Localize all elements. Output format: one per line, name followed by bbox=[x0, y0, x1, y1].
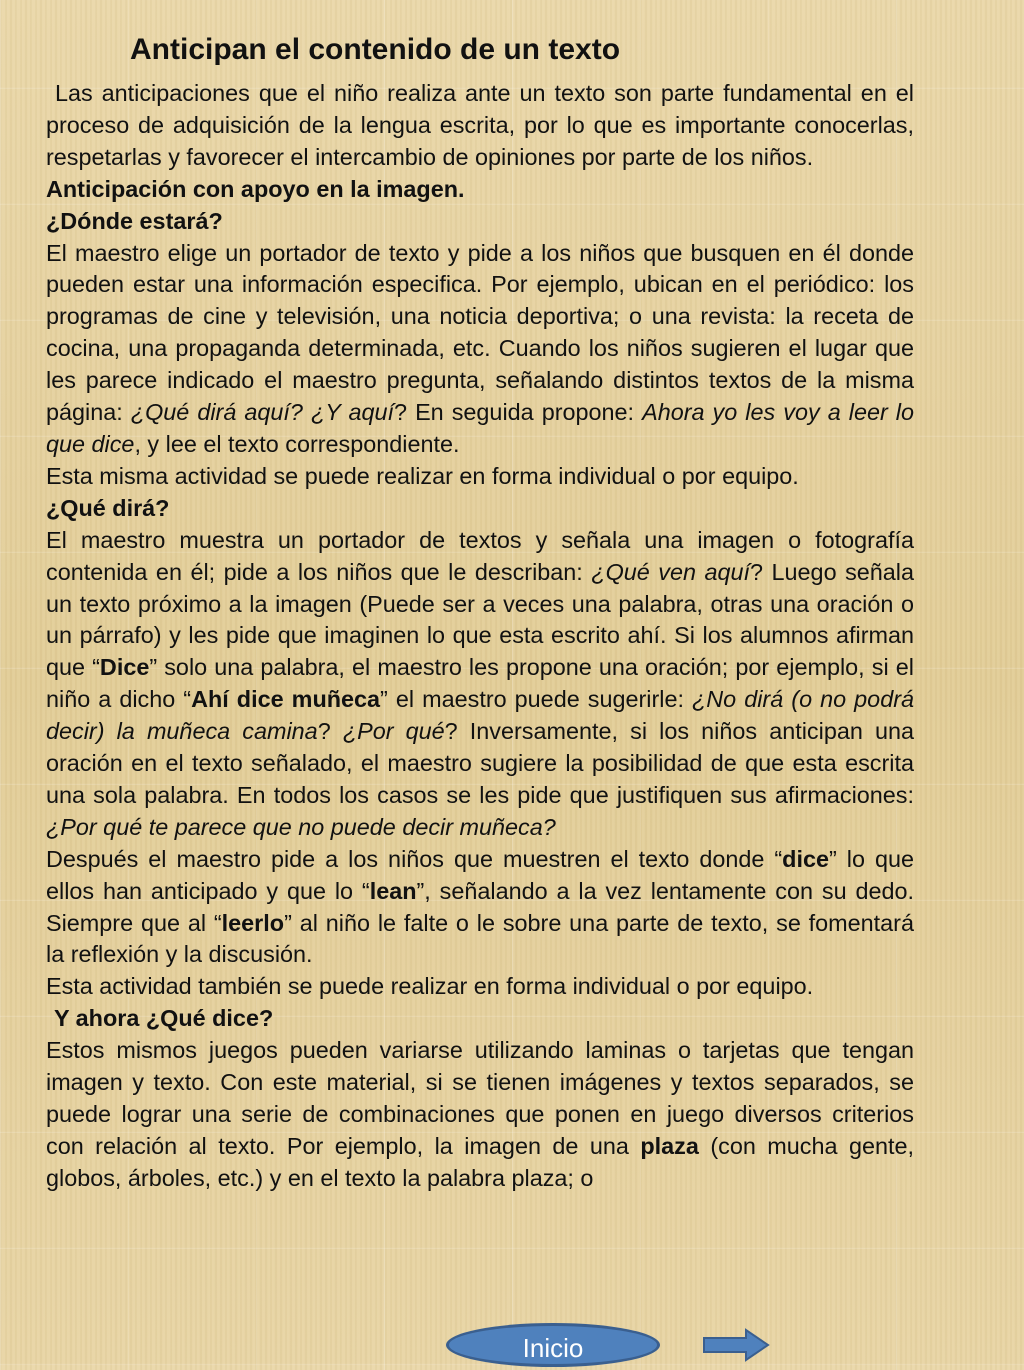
italic-text: ¿No dirá (o no podrá decir) la muñeca camina bbox=[46, 686, 915, 745]
bold-text: dice bbox=[782, 845, 829, 872]
bold-text: leerlo bbox=[221, 909, 285, 936]
paragraph bbox=[46, 1035, 914, 1195]
text-run: ? bbox=[317, 718, 343, 745]
text-run: El maestro elige un portador de texto y pide a los niños que busquen en él donde pueden estar una información especifica. Por ejemplo, ubican en el periódico: los programas de cine y televisión, una noticia deportiva; o una revista: la receta de cocina, una propaganda determinada, etc. Cuando los niños sugieren el lugar que les parece indicado el maestro pregunta, señalando distintos textos de la misma página: bbox=[46, 239, 914, 426]
italic-text: ¿Qué dirá aquí? ¿Y aquí bbox=[130, 399, 395, 426]
section-heading: Anticipación con apoyo en la imagen. bbox=[46, 175, 465, 202]
text-run: Estos mismos juegos pueden variarse utilizando laminas o tarjetas que tengan imagen y texto. Con este material, si se tienen imágenes y textos separados, se puede lograr una serie de combinaciones que ponen en juego diversos criterios con relación al texto. Por ejemplo, la imagen de una bbox=[46, 1037, 914, 1159]
subsection-heading: ¿Dónde estará? bbox=[46, 207, 223, 234]
text-run: ” lo que ellos han anticipado y que lo “ bbox=[46, 845, 914, 904]
text-run: ”, señalando a la vez lentamente con su dedo. Siempre que al “ bbox=[46, 877, 914, 936]
text-run: ? Luego señala un texto próximo a la imagen (Puede ser a veces una palabra, otras una oración o un párrafo) y les pide que imaginen lo que esta escrito ahí. Si los alumnos afirman que “ bbox=[46, 558, 914, 681]
italic-text: Ahora yo les voy a leer lo que dice bbox=[46, 399, 914, 457]
intro-paragraph bbox=[46, 78, 914, 174]
right-arrow-icon[interactable] bbox=[702, 1328, 770, 1362]
intro-text: Las anticipaciones que el niño realiza ante un texto son parte fundamental en el proceso de adquisición de la lengua escrita, por lo que es importante conocerlas, respetarlas y favorecer el intercambio de opiniones por parte de los niños. bbox=[46, 80, 914, 170]
bold-text: Dice bbox=[99, 654, 150, 681]
paragraph bbox=[46, 844, 914, 972]
italic-text: ¿Qué ven aquí bbox=[591, 558, 751, 585]
home-button-label: Inicio bbox=[522, 1333, 584, 1363]
italic-text: ¿Por qué bbox=[342, 718, 445, 745]
paragraph bbox=[46, 525, 914, 844]
bold-text: plaza bbox=[640, 1132, 699, 1159]
text-run: , y lee el texto correspondiente. bbox=[134, 430, 460, 457]
paragraph bbox=[46, 238, 914, 461]
document-body bbox=[46, 78, 914, 1195]
paragraph: Esta misma actividad se puede realizar en forma individual o por equipo. bbox=[46, 462, 799, 489]
text-run: (con mucha gente, globos, árboles, etc.) y en el texto la palabra plaza; o bbox=[46, 1132, 914, 1191]
bold-text: lean bbox=[369, 877, 417, 904]
italic-text: ¿Por qué te parece que no puede decir muñeca? bbox=[46, 813, 556, 840]
text-run: ? En seguida propone: bbox=[394, 399, 643, 426]
text-run: ? Inversamente, si los niños anticipan una oración en el texto señalado, el maestro sugiere la posibilidad de que esta escrita una sola palabra. En todos los casos se les pide que justifiquen sus afirmaciones: bbox=[46, 718, 914, 808]
text-run: Después el maestro pide a los niños que muestren el texto donde “ bbox=[46, 845, 783, 872]
text-run: ” solo una palabra, el maestro les propone una oración; por ejemplo, si el niño a dicho “ bbox=[46, 654, 914, 713]
text-run: ” al niño le falte o le sobre una parte de texto, se fomentará la reflexión y la discusión. bbox=[46, 909, 914, 968]
paragraph: Esta actividad también se puede realizar en forma individual o por equipo. bbox=[46, 973, 814, 1000]
subsection-heading: ¿Qué dirá? bbox=[46, 494, 170, 521]
subsection-heading: Y ahora ¿Qué dice? bbox=[54, 1005, 274, 1032]
bold-text: Ahí dice muñeca bbox=[191, 686, 381, 713]
home-button[interactable] bbox=[446, 1323, 660, 1367]
text-run: El maestro muestra un portador de textos y señala una imagen o fotografía contenida en él; pide a los niños que le describan: bbox=[46, 526, 914, 585]
page-title: Anticipan el contenido de un texto bbox=[130, 33, 621, 66]
text-run: ” el maestro puede sugerirle: bbox=[380, 686, 692, 713]
